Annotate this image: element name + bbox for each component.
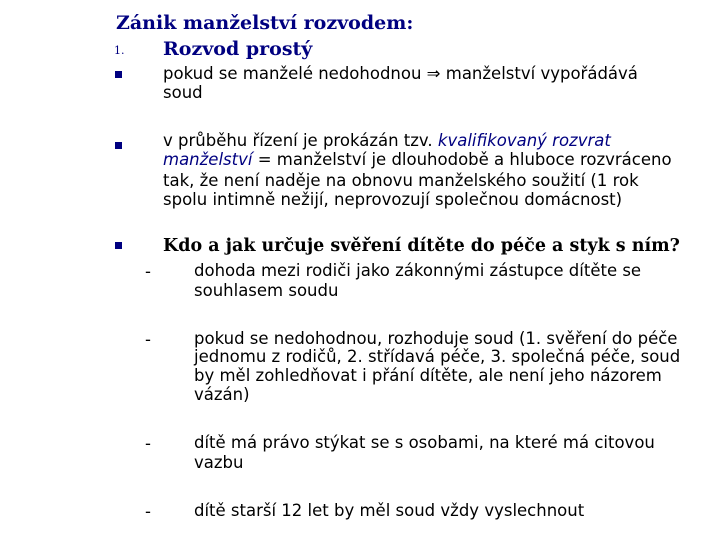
bullet-2-line-3: tak, že není naděje na obnovu manželského soužití (1 rok <box>163 171 639 190</box>
slide-title: Zánik manželství rozvodem: <box>116 12 414 34</box>
bullet-2-accent-term-cont: manželství <box>163 150 253 169</box>
subsection-label: Rozvod prostý <box>163 38 313 60</box>
square-bullet-icon <box>115 142 122 149</box>
subsection-number: 1. <box>114 44 125 57</box>
bullet-2-definition: = manželství je dlouhodobě a hluboce rozvráceno <box>252 150 672 169</box>
dash-1-line-2: souhlasem soudu <box>194 281 339 300</box>
dash-marker: - <box>145 262 151 281</box>
bullet-2-line-1 <box>163 132 611 150</box>
square-bullet-icon <box>115 242 122 249</box>
bullet-3-heading: Kdo a jak určuje svěření dítěte do péče a styk s ním? <box>163 236 680 256</box>
bullet-2-line-4: spolu intimně nežijí, neprovozují společnou domácnost) <box>163 190 623 209</box>
dash-3-line-1: dítě má právo stýkat se s osobami, na které má citovou <box>194 433 655 452</box>
bullet-2-line-2 <box>163 151 672 169</box>
dash-1-line-1: dohoda mezi rodiči jako zákonnými zástupce dítěte se <box>194 261 642 280</box>
bullet-1-line-2: soud <box>163 83 203 102</box>
dash-4-line-1: dítě starší 12 let by měl soud vždy vyslechnout <box>194 501 585 520</box>
dash-2-line-3: by měl zohledňovat i přání dítěte, ale není jeho názorem <box>194 366 662 385</box>
bullet-1-line-1: pokud se manželé nedohodnou ⇒ manželství vypořádává <box>163 64 638 83</box>
dash-marker: - <box>145 502 151 521</box>
dash-marker: - <box>145 434 151 453</box>
square-bullet-icon <box>115 71 122 78</box>
dash-3-line-2: vazbu <box>194 453 244 472</box>
dash-2-line-4: vázán) <box>194 385 250 404</box>
dash-2-line-2: jednomu z rodičů, 2. střídavá péče, 3. společná péče, soud <box>194 347 681 366</box>
bullet-2-prefix: v průběhu řízení je prokázán tzv. <box>163 131 438 150</box>
bullet-2-accent-term: kvalifikovaný rozvrat <box>437 131 611 150</box>
dash-marker: - <box>145 330 151 349</box>
dash-2-line-1: pokud se nedohodnou, rozhoduje soud (1. svěření do péče <box>194 329 678 348</box>
